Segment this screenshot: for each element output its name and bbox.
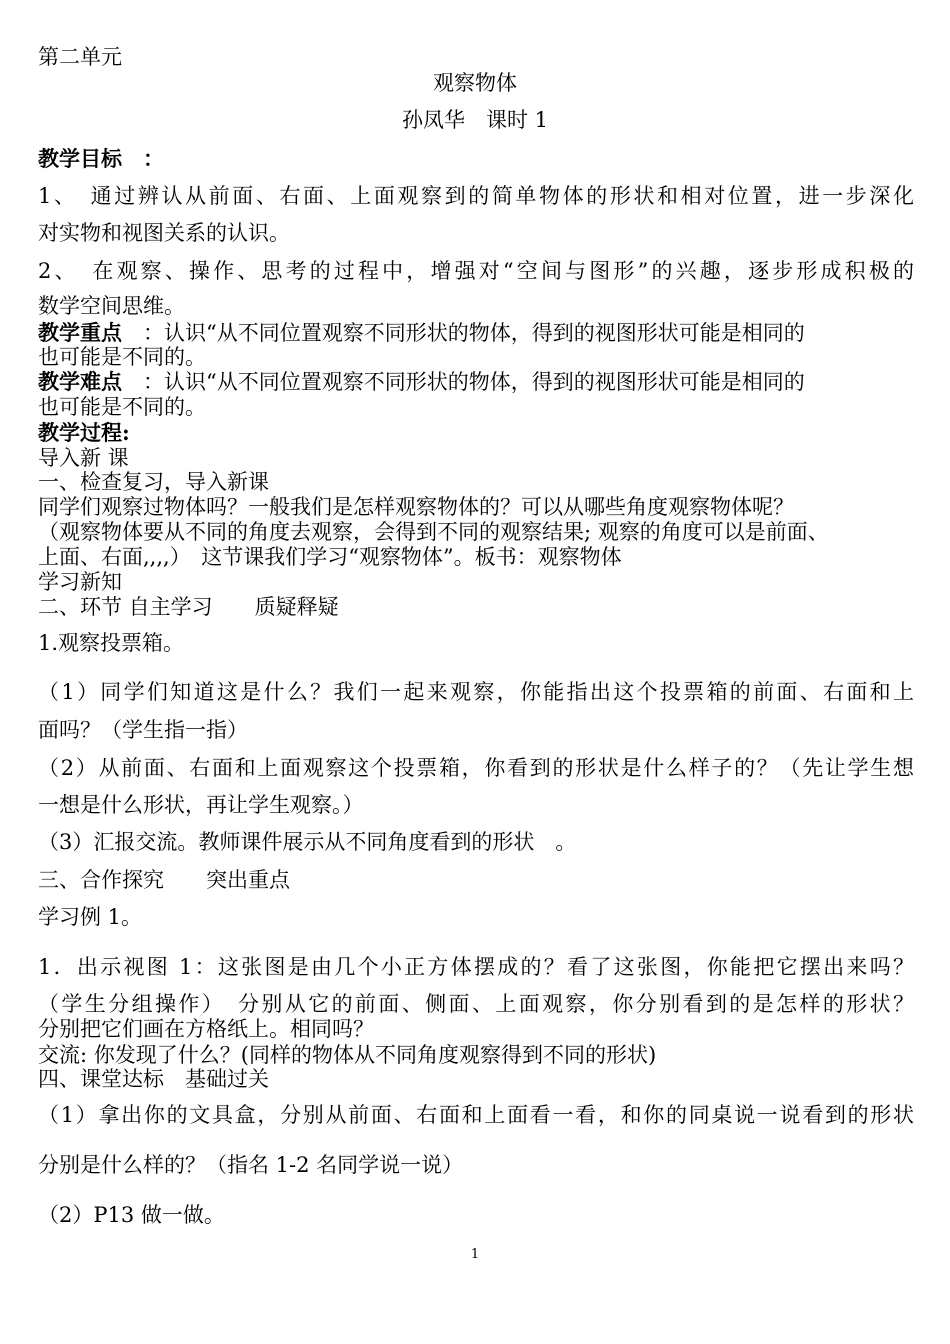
section-3-para-4: 交流: 你发现了什么？(同样的物体从不同角度观察得到不同的形状) [38,1043,657,1067]
section-4-q1-line-2: 分别是什么样的？（指名 1-2 名同学说一说） [38,1153,464,1177]
section-1-para-3: 上面、右面,,,,） 这节课我们学习“观察物体”。板书：观察物体 [38,545,622,569]
learn-new-label: 学习新知 [38,570,122,594]
difficulty-line-2: 也可能是不同的。 [38,395,206,419]
difficulty-line-1: 教学难点 ：认识“从不同位置观察不同形状的物体，得到的视图形状可能是相同的 [38,369,805,394]
key-point-line-1: 教学重点 ：认识“从不同位置观察不同形状的物体，得到的视图形状可能是相同的 [38,320,805,345]
key-point-line-2: 也可能是不同的。 [38,345,206,369]
key-point-label: 教学重点 [38,320,122,345]
process-heading: 教学过程: [38,420,130,445]
author-line: 孙凤华 课时 1 [401,108,549,132]
goals-heading: 教学目标 ： [38,146,164,171]
section-3-example: 学习例 1。 [38,905,143,929]
question-1-line-1: （1）同学们知道这是什么？我们一起来观察，你能指出这个投票箱的前面、右面和上 [38,680,914,704]
goal-1-line-2: 对实物和视图关系的认识。 [38,221,290,245]
goal-2-line-1: 2、 在观察、操作、思考的过程中，增强对“空间与图形”的兴趣，逐步形成积极的 [38,259,914,283]
page-number: 1 [470,1247,480,1262]
section-4-q1-line-1: （1）拿出你的文具盒，分别从前面、右面和上面看一看，和你的同桌说一说看到的形状 [38,1103,914,1127]
section-3-para-1: 1．出示视图 1：这张图是由几个小正方体摆成的？看了这张图，你能把它摆出来吗？ [38,955,914,979]
difficulty-label: 教学难点 [38,369,122,394]
question-2-line-1: （2）从前面、右面和上面观察这个投票箱，你看到的形状是什么样子的？（先让学生想 [38,756,914,780]
question-3: （3）汇报交流。教师课件展示从不同角度看到的形状 。 [38,830,577,854]
section-1-para-2: （观察物体要从不同的角度去观察，会得到不同的观察结果; 观察的角度可以是前面、 [38,520,829,544]
section-3-para-2: （学生分组操作） 分别从它的前面、侧面、上面观察，你分别看到的是怎样的形状？ [38,992,914,1016]
section-1-para-1: 同学们观察过物体吗？一般我们是怎样观察物体的？可以从哪些角度观察物体呢？ [38,495,794,519]
section-3-title: 三、合作探究 突出重点 [38,868,290,892]
section-4-q2: （2）P13 做一做。 [38,1203,225,1227]
unit-label: 第二单元 [38,45,122,69]
section-1-title: 一、检查复习，导入新课 [38,470,269,494]
question-2-line-2: 一想是什么形状，再让学生观察。） [38,793,364,817]
section-2-title: 二、环节 自主学习 质疑释疑 [38,595,339,619]
section-3-para-3: 分别把它们画在方格纸上。相同吗？ [38,1017,374,1041]
section-4-title: 四、课堂达标 基础过关 [38,1067,269,1091]
goal-1-line-1: 1、 通过辨认从前面、右面、上面观察到的简单物体的形状和相对位置，进一步深化 [38,184,914,208]
question-1-line-2: 面吗？（学生指一指） [38,718,248,742]
goal-2-line-2: 数学空间思维。 [38,294,185,318]
page-title: 观察物体 [433,71,517,95]
section-2-item-1: 1.观察投票箱。 [38,631,185,655]
intro-label: 导入新 课 [38,446,129,470]
